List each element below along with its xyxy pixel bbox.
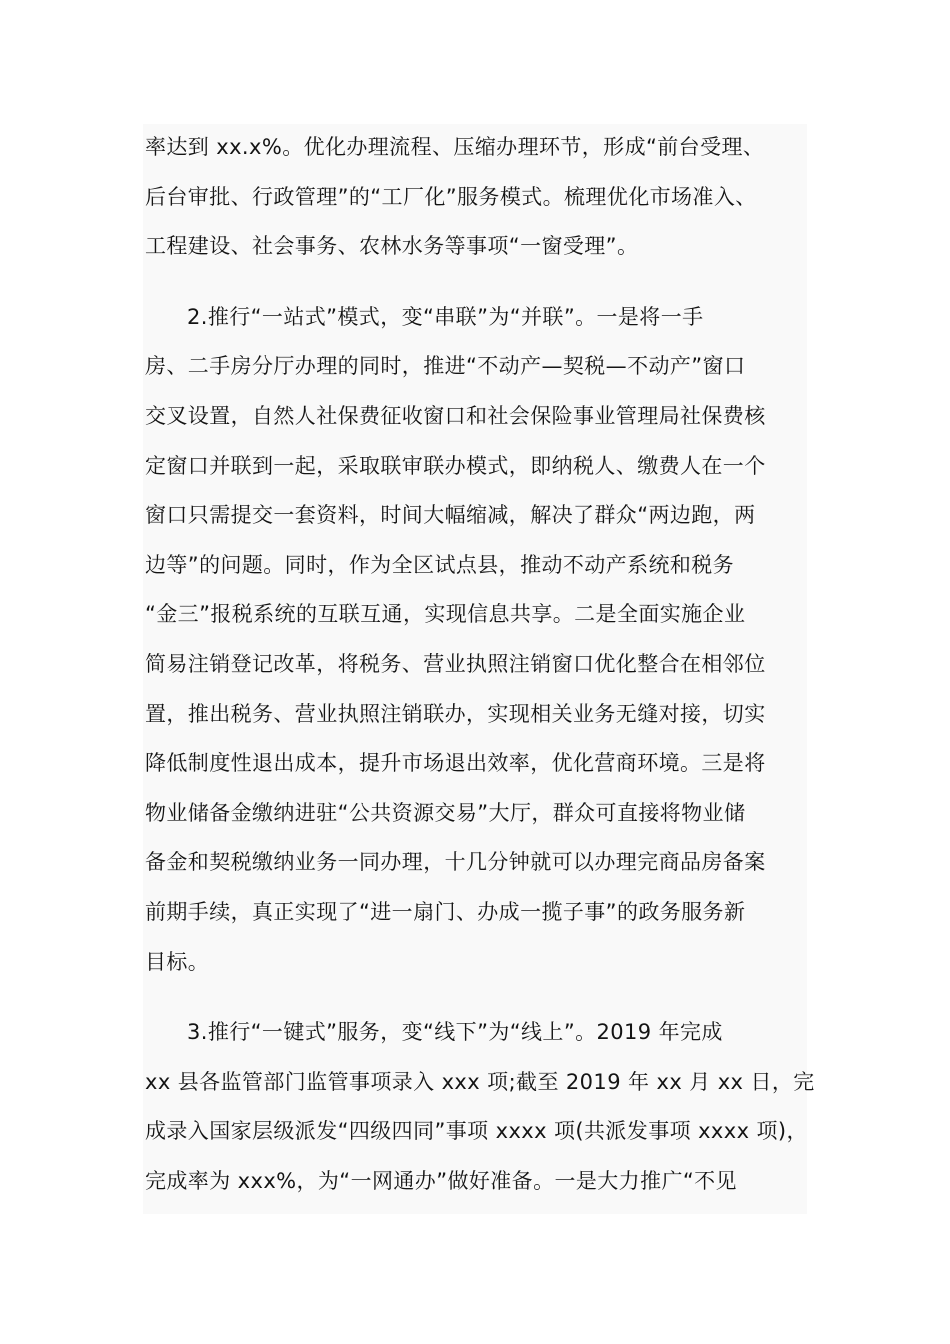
text-line: 成录入国家层级派发“四级四同”事项 xxxx 项(共派发事项 xxxx 项)， xyxy=(145,1119,808,1144)
text-line: 完成率为 xxx%，为“一网通办”做好准备。一是大力推广“不见 xyxy=(145,1168,737,1193)
text-line: 前期手续，真正实现了“进一扇门、办成一揽子事”的政务服务新 xyxy=(145,899,746,924)
text-line: 窗口只需提交一套资料，时间大幅缩减，解决了群众“两边跑，两 xyxy=(145,503,756,528)
text-line: 置，推出税务、营业执照注销联办，实现相关业务无缝对接，切实 xyxy=(145,701,766,726)
text-line: 简易注销登记改革，将税务、营业执照注销窗口优化整合在相邻位 xyxy=(145,651,766,676)
text-line: 房、二手房分厅办理的同时，推进“不动产—契税—不动产”窗口 xyxy=(145,354,746,379)
text-line: xx 县各监管部门监管事项录入 xxx 项;截至 2019 年 xx 月 xx 日，完 xyxy=(145,1069,815,1094)
text-line: 目标。 xyxy=(145,949,210,974)
paragraph-spacer xyxy=(145,272,807,293)
text-line: 后台审批、行政管理”的“工厂化”服务模式。梳理优化市场准入、 xyxy=(145,184,757,209)
text-line: 2.推行“一站式”模式，变“串联”为“并联”。一是将一手 xyxy=(187,304,704,329)
text-line: “金三”报税系统的互联互通，实现信息共享。二是全面实施企业 xyxy=(145,602,746,627)
paragraph-spacer xyxy=(145,987,807,1008)
text-line: 率达到 xx.x%。优化办理流程、压缩办理环节，形成“前台受理、 xyxy=(145,135,765,159)
text-line: 边等”的问题。同时，作为全区试点县，推动不动产系统和税务 xyxy=(145,552,735,577)
document-body xyxy=(145,123,815,1206)
text-line: 物业储备金缴纳进驻“公共资源交易”大厅，群众可直接将物业储 xyxy=(145,800,746,825)
text-line: 3.推行“一键式”服务，变“线下”为“线上”。2019 年完成 xyxy=(187,1020,723,1045)
text-line: 备金和契税缴纳业务一同办理，十几分钟就可以办理完商品房备案 xyxy=(145,850,766,875)
text-line: 交叉设置，自然人社保费征收窗口和社会保险事业管理局社保费核 xyxy=(145,403,766,428)
text-line: 定窗口并联到一起，采取联审联办模式，即纳税人、缴费人在一个 xyxy=(145,453,766,478)
paragraph-intro xyxy=(145,123,807,272)
text-line: 降低制度性退出成本，提升市场退出效率，优化营商环境。三是将 xyxy=(145,751,766,776)
paragraph-3 xyxy=(145,1008,815,1206)
paragraph-2 xyxy=(145,293,807,987)
text-line: 工程建设、社会事务、农林水务等事项“一窗受理”。 xyxy=(145,234,639,259)
